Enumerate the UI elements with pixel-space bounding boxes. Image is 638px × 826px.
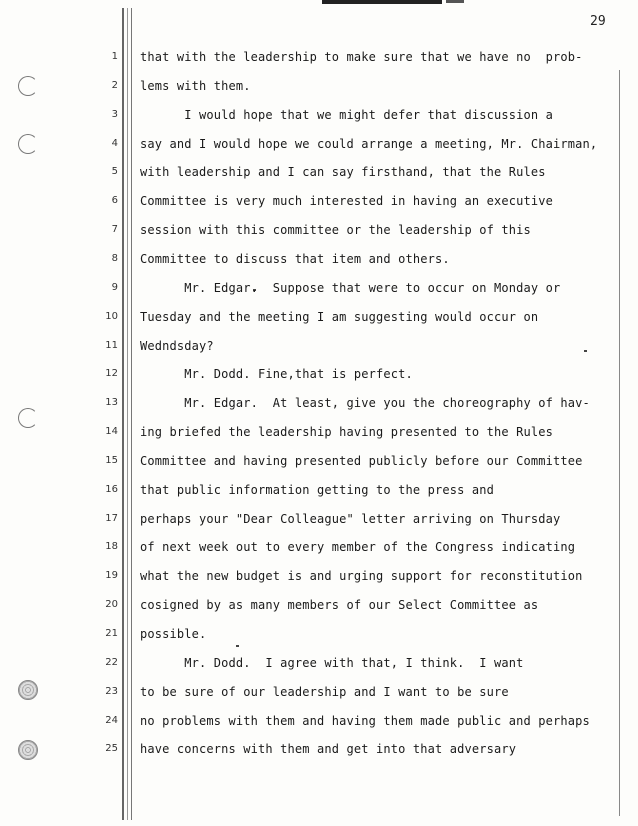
line-number: 21	[105, 628, 118, 639]
line-number: 3	[111, 109, 118, 120]
line-number: 9	[111, 282, 118, 293]
line-number: 22	[105, 657, 118, 668]
ink-speck	[584, 350, 587, 352]
transcript-line: have concerns with them and get into that adversary	[140, 742, 517, 756]
top-edge-mark	[322, 0, 442, 4]
left-margin-rule	[122, 8, 124, 820]
transcript-line: Mr. Edgar. At least, give you the choreography of hav-	[140, 396, 590, 410]
line-number: 14	[105, 426, 118, 437]
transcript-line: lems with them.	[140, 79, 251, 93]
line-number: 17	[105, 513, 118, 524]
line-number: 1	[111, 51, 118, 62]
page-number: 29	[590, 14, 606, 29]
transcript-line: that public information getting to the press and	[140, 483, 494, 497]
line-number: 8	[111, 253, 118, 264]
transcript-line: Mr. Edgar. Suppose that were to occur on Monday or	[140, 281, 561, 295]
line-number: 5	[111, 166, 118, 177]
line-number: 23	[105, 686, 118, 697]
transcript-line: ing briefed the leadership having presented to the Rules	[140, 425, 553, 439]
transcript-line: Committee to discuss that item and others.	[140, 252, 450, 266]
transcript-line: that with the leadership to make sure that we have no prob-	[140, 50, 583, 64]
line-number: 12	[105, 368, 118, 379]
ink-speck	[236, 645, 239, 647]
transcript-line: Wedndsday?	[140, 339, 214, 353]
line-number: 6	[111, 195, 118, 206]
punch-hole-icon	[18, 740, 38, 760]
right-margin-rule	[619, 70, 620, 816]
line-number: 11	[105, 340, 118, 351]
line-number: 15	[105, 455, 118, 466]
line-number: 24	[105, 715, 118, 726]
line-number: 20	[105, 599, 118, 610]
line-number: 2	[111, 80, 118, 91]
line-number: 10	[105, 311, 118, 322]
transcript-line: what the new budget is and urging support for reconstitution	[140, 569, 583, 583]
line-number: 13	[105, 397, 118, 408]
transcript-line: Committee is very much interested in having an executive	[140, 194, 553, 208]
transcript-line: Committee and having presented publicly before our Committee	[140, 454, 583, 468]
transcript-line: with leadership and I can say firsthand, that the Rules	[140, 165, 546, 179]
transcript-line: Tuesday and the meeting I am suggesting would occur on	[140, 310, 539, 324]
line-number: 18	[105, 541, 118, 552]
transcript-line: say and I would hope we could arrange a meeting, Mr. Chairman,	[140, 137, 598, 151]
transcript-line: Mr. Dodd. Fine,that is perfect.	[140, 367, 413, 381]
transcript-line: possible.	[140, 627, 207, 641]
line-number: 25	[105, 743, 118, 754]
transcript-line: Mr. Dodd. I agree with that, I think. I want	[140, 656, 524, 670]
transcript-line: perhaps your "Dear Colleague" letter arriving on Thursday	[140, 512, 561, 526]
punch-hole-icon	[18, 408, 38, 428]
left-margin-rule-inner-2	[131, 8, 132, 820]
transcript-line: to be sure of our leadership and I want to be sure	[140, 685, 509, 699]
left-margin-rule-inner	[127, 8, 128, 820]
transcript-line: no problems with them and having them made public and perhaps	[140, 714, 590, 728]
line-number: 7	[111, 224, 118, 235]
punch-hole-icon	[18, 76, 38, 96]
line-number: 4	[111, 138, 118, 149]
punch-hole-icon	[18, 680, 38, 700]
line-number: 16	[105, 484, 118, 495]
transcript-line: of next week out to every member of the Congress indicating	[140, 540, 576, 554]
transcript-line: I would hope that we might defer that discussion a	[140, 108, 553, 122]
punch-hole-icon	[18, 134, 38, 154]
top-edge-mark-small	[446, 0, 464, 3]
line-number: 19	[105, 570, 118, 581]
transcript-line: cosigned by as many members of our Select Committee as	[140, 598, 539, 612]
transcript-line: session with this committee or the leadership of this	[140, 223, 531, 237]
